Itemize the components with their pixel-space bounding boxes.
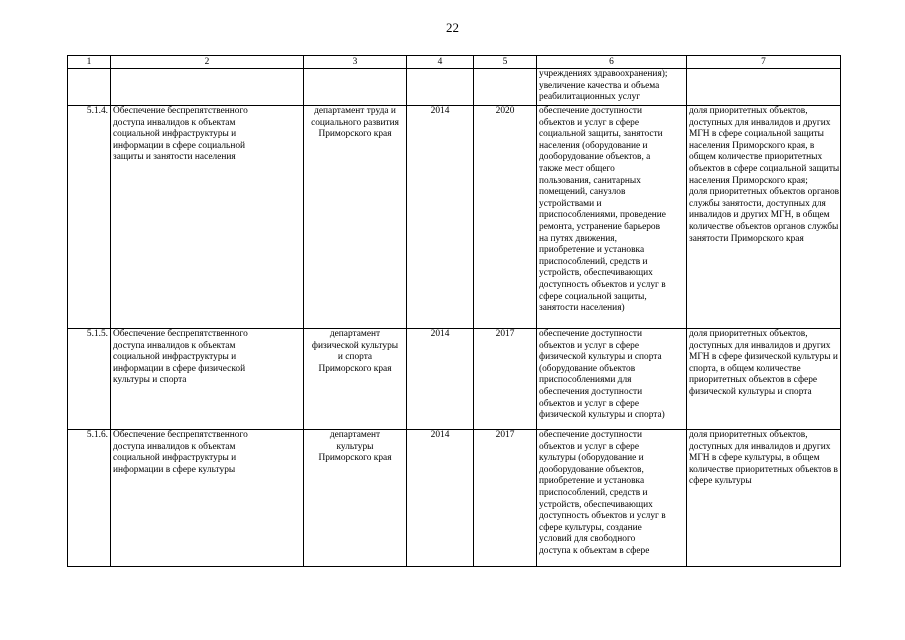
- cell-line: дооборудование объектов,: [539, 464, 644, 475]
- cell-line: защиты и занятости населения: [113, 152, 236, 163]
- cell-line: спорта, в общем количестве: [689, 363, 801, 374]
- cell-line: информации в сфере социальной: [113, 140, 246, 151]
- cell-line: приобретение и установка: [539, 245, 645, 256]
- cell-line: на путях движения,: [539, 233, 617, 244]
- cell-line: Приморского края: [318, 363, 392, 374]
- cell-line: дооборудование объектов, а: [539, 152, 651, 163]
- cell-line: доля приоритетных объектов органов: [689, 187, 840, 198]
- cell-line: культуры: [336, 441, 374, 452]
- cell-line: обеспечение доступности: [539, 106, 642, 116]
- cell-line: (оборудование объектов: [539, 363, 636, 374]
- item-number: 5.1.6.: [68, 430, 111, 567]
- cell-line: МГН в сфере социальной защиты: [689, 129, 824, 140]
- table-cell: [304, 69, 407, 106]
- cell-line: департамент: [329, 329, 381, 339]
- continuation-row: [68, 69, 841, 106]
- cell-line: доступность объектов и услуг в: [539, 511, 666, 522]
- cell-line: доступных для инвалидов и других: [689, 441, 831, 452]
- measure-title: [111, 329, 304, 430]
- cell-line: приспособлениями для: [539, 375, 632, 386]
- cell-line: условий для свободного: [539, 534, 636, 545]
- cell-line: ремонта, устранение барьеров: [539, 221, 661, 232]
- expected-result: [537, 106, 687, 329]
- start-year: 2014: [407, 329, 474, 430]
- result-cell: [537, 69, 687, 106]
- cell-line: департамент труда и: [314, 106, 396, 116]
- cell-line: учреждениях здравоохранения);: [539, 69, 668, 79]
- cell-line: также мест общего: [539, 163, 615, 174]
- cell-line: сфере социальной защиты,: [539, 291, 647, 302]
- cell-line: объектов и услуг в сфере: [539, 441, 639, 452]
- cell-line: занятости населения): [539, 303, 625, 314]
- cell-line: Обеспечение беспрепятственного: [113, 106, 248, 116]
- cell-line: объектов и услуг в сфере: [539, 398, 639, 409]
- cell-line: устройствами и: [539, 198, 602, 209]
- start-year: 2014: [407, 430, 474, 567]
- cell-line: физической культуры и спорта: [539, 352, 662, 363]
- table-row: [68, 106, 841, 329]
- cell-line: доступных для инвалидов и других: [689, 117, 831, 128]
- expected-result: [537, 430, 687, 567]
- cell-line: населения Приморского края;: [689, 175, 808, 186]
- cell-line: информации в сфере культуры: [113, 464, 236, 475]
- table-cell: [474, 69, 537, 106]
- cell-line: МГН в сфере физической культуры и: [689, 352, 838, 363]
- cell-line: приоритетных объектов в сфере: [689, 375, 818, 386]
- cell-line: населения (оборудование и: [539, 140, 648, 151]
- cell-line: устройств, обеспечивающих: [539, 499, 653, 510]
- cell-line: обеспечения доступности: [539, 386, 643, 397]
- cell-line: обеспечение доступности: [539, 329, 642, 339]
- cell-line: Приморского края: [318, 129, 392, 140]
- table-cell: [68, 69, 111, 106]
- cell-line: приспособлений, средств и: [539, 256, 648, 267]
- cell-line: социального развития: [311, 117, 399, 128]
- measure-title: [111, 430, 304, 567]
- cell-line: культуры и спорта: [113, 375, 187, 386]
- end-year: 2017: [474, 329, 537, 430]
- end-year: 2020: [474, 106, 537, 329]
- table-cell: [687, 69, 841, 106]
- column-header: 1: [68, 56, 111, 69]
- cell-line: инвалидов и других МГН, в общем: [689, 210, 830, 221]
- page-number: 22: [446, 20, 459, 35]
- cell-line: приспособлений, средств и: [539, 487, 648, 498]
- cell-line: физической культуры и спорта: [689, 386, 812, 397]
- cell-line: доступа инвалидов к объектам: [113, 340, 236, 351]
- header-row: [68, 56, 841, 69]
- cell-line: Обеспечение беспрепятственного: [113, 430, 248, 440]
- cell-line: помещений, санузлов: [539, 187, 626, 198]
- cell-line: приобретение и установка: [539, 476, 645, 487]
- cell-line: населения Приморского края, в: [689, 140, 815, 151]
- cell-line: пользования, санитарных: [539, 175, 641, 186]
- column-header: 3: [304, 56, 407, 69]
- cell-line: доступа инвалидов к объектам: [113, 117, 236, 128]
- cell-line: департамент: [329, 430, 381, 440]
- cell-line: доступа к объектам в сфере: [539, 545, 650, 556]
- cell-line: доступа инвалидов к объектам: [113, 441, 236, 452]
- cell-line: МГН в сфере культуры, в общем: [689, 453, 820, 464]
- column-header: 7: [687, 56, 841, 69]
- cell-line: Приморского края: [318, 453, 392, 464]
- cell-line: службы занятости, доступных для: [689, 198, 826, 209]
- cell-line: объектов и услуг в сфере: [539, 117, 639, 128]
- table-cell: [111, 69, 304, 106]
- cell-line: объектов и услуг в сфере: [539, 340, 639, 351]
- cell-line: доля приоритетных объектов,: [689, 329, 808, 339]
- column-header: 5: [474, 56, 537, 69]
- item-number: 5.1.5.: [68, 329, 111, 430]
- indicator: [687, 329, 841, 430]
- cell-line: культуры (оборудование и: [539, 453, 644, 464]
- responsible-department: [304, 106, 407, 329]
- cell-line: социальной защиты, занятости: [539, 129, 663, 140]
- column-header: 2: [111, 56, 304, 69]
- cell-line: доступных для инвалидов и других: [689, 340, 831, 351]
- cell-line: занятости Приморского края: [689, 233, 804, 244]
- measure-title: [111, 106, 304, 329]
- expected-result: [537, 329, 687, 430]
- responsible-department: [304, 430, 407, 567]
- cell-line: объектов в сфере социальной защиты: [689, 163, 840, 174]
- table-cell: [407, 69, 474, 106]
- cell-line: обеспечение доступности: [539, 430, 642, 440]
- cell-line: сфере культуры, создание: [539, 522, 642, 533]
- cell-line: количестве объектов органов службы: [689, 221, 839, 232]
- cell-line: количестве приоритетных объектов в: [689, 464, 838, 475]
- cell-line: приспособлениями, проведение: [539, 210, 666, 221]
- cell-line: физической культуры и спорта): [539, 410, 665, 421]
- cell-line: доля приоритетных объектов,: [689, 430, 808, 440]
- cell-line: социальной инфраструктуры и: [113, 129, 237, 140]
- cell-line: доля приоритетных объектов,: [689, 106, 808, 116]
- cell-line: увеличение качества и объема: [539, 80, 660, 91]
- item-number: 5.1.4.: [68, 106, 111, 329]
- cell-line: реабилитационных услуг: [539, 92, 641, 103]
- cell-line: общем количестве приоритетных: [689, 152, 823, 163]
- cell-line: доступность объектов и услуг в: [539, 279, 666, 290]
- cell-line: информации в сфере физической: [113, 363, 246, 374]
- cell-line: физической культуры: [311, 340, 399, 351]
- cell-line: устройств, обеспечивающих: [539, 268, 653, 279]
- indicator: [687, 430, 841, 567]
- cell-line: сфере культуры: [689, 476, 752, 487]
- indicator: [687, 106, 841, 329]
- column-header: 6: [537, 56, 687, 69]
- cell-line: Обеспечение беспрепятственного: [113, 329, 248, 339]
- cell-line: социальной инфраструктуры и: [113, 352, 237, 363]
- end-year: 2017: [474, 430, 537, 567]
- program-table: [67, 55, 841, 567]
- table-row: [68, 329, 841, 430]
- table-row: [68, 430, 841, 567]
- cell-line: и спорта: [337, 352, 373, 363]
- start-year: 2014: [407, 106, 474, 329]
- responsible-department: [304, 329, 407, 430]
- column-header: 4: [407, 56, 474, 69]
- cell-line: социальной инфраструктуры и: [113, 453, 237, 464]
